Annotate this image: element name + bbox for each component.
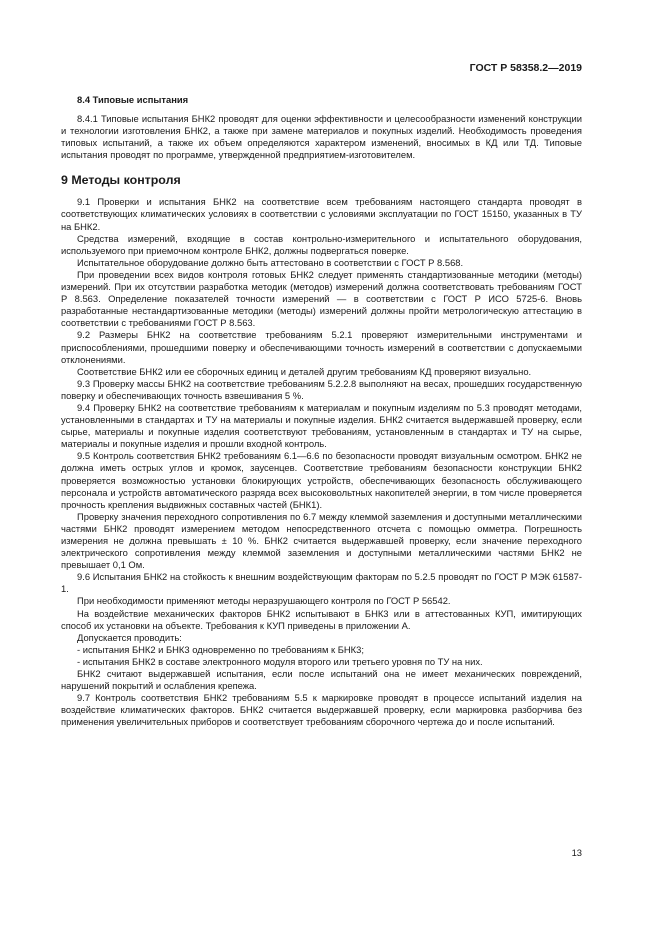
paragraph: При необходимости применяют методы неразрушающего контроля по ГОСТ Р 56542. (77, 595, 451, 607)
section-heading-9: 9 Методы контроля (61, 173, 181, 188)
paragraph: 9.4 Проверку БНК2 на соответствие требованиям к материалам и покупным изделиям по 5.3 проводят методами, установленными в стандартах и ТУ на материалы и покупные изделия. БНК2 считается выдержавшей проверку, если сырье, материалы и покупные изделия соответствуют требованиям, установленным в стандартах и ТУ на сырье, материалы и покупные изделия и прошли входной контроль. (61, 401, 582, 450)
paragraph: Допускается проводить: (77, 631, 182, 643)
list-item: - испытания БНК2 и БНК3 одновременно по требованиям к БНК3; (77, 643, 364, 655)
paragraph: Средства измерений, входящие в состав контрольно-измерительного и испытательного оборудования, используемого при приемочном контроле БНК2, должны подвергаться поверке. (61, 232, 582, 256)
paragraph: При проведении всех видов контроля готовых БНК2 следует применять стандартизованные методики (методы) измерений. При их отсутствии разработка методик (методов) измерений должна соответствовать требованиям ГОСТ Р 8.563. Определение показателей точности измерений — в соответствии с ГОСТ Р ИСО 5725-6. Вновь разработанные нестандартизованные методики (методы) измерений должны пройти метрологическую аттестацию в соответствии с требованиями ГОСТ Р 8.563. (61, 268, 582, 329)
paragraph: 9.3 Проверку массы БНК2 на соответствие требованиям 5.2.2.8 выполняют на весах, прошедших государственную поверку и обеспечивающих точность взвешивания 5 %. (61, 377, 582, 401)
paragraph: Соответствие БНК2 или ее сборочных единиц и деталей другим требованиям КД проверяют визуально. (77, 365, 532, 377)
paragraph: БНК2 считают выдержавшей испытания, если после испытаний она не имеет механических повреждений, нарушений покрытий и ослабления крепежа. (61, 668, 582, 692)
paragraph: 9.6 Испытания БНК2 на стойкость к внешним воздействующим факторам по 5.2.5 проводят по ГОСТ Р МЭК 61587-1. (61, 571, 582, 595)
page-content (61, 94, 582, 729)
paragraph: 9.2 Размеры БНК2 на соответствие требованиям 5.2.1 проверяют измерительными инструментами и приспособлениями, прошедшими поверку и обеспечивающими точность измерений в соответствии с допускаемыми отклонениями. (61, 329, 582, 365)
paragraph-8-4-1: 8.4.1 Типовые испытания БНК2 проводят для оценки эффективности и целесообразности изменений конструкции и технологии изготовления БНК2, а также при замене материалов и покупных изделий. Необходимость проведения типовых испытаний, а также их объем определяются характером изменений, вносимых в КД или ТД. Типовые испытания проводят по программе, утвержденной предприятием-изготовителем. (61, 113, 582, 161)
paragraph: Испытательное оборудование должно быть аттестовано в соответствии с ГОСТ Р 8.568. (77, 256, 464, 268)
paragraph: На воздействие механических факторов БНК2 испытывают в БНК3 или в аттестованных КУП, имитирующих способ их установки на объекте. Требования к КУП приведены в приложении А. (61, 607, 582, 631)
list-item: - испытания БНК2 в составе электронного модуля второго или третьего уровня по ТУ на них. (77, 655, 483, 667)
paragraph: 9.1 Проверки и испытания БНК2 на соответствие всем требованиям настоящего стандарта проводят в соответствующих климатических условиях в соответствии с условиями эксплуатации по ГОСТ 15150, указанных в ТУ на БНК2. (61, 196, 582, 232)
page-number: 13 (571, 847, 582, 858)
subsection-heading-8-4: 8.4 Типовые испытания (77, 94, 189, 105)
paragraph: Проверку значения переходного сопротивления по 6.7 между клеммой заземления и доступными металлическими частями БНК2 проводят измерением методом непосредственного отсчета с помощью омметра. Погрешность измерения не должна превышать ± 10 %. БНК2 считается выдержавшей проверку, если значение переходного электрического сопротивления между клеммой заземления и доступными металлическими частями БНК2 не превышает 0,1 Ом. (61, 510, 582, 571)
document-code: ГОСТ Р 58358.2—2019 (469, 62, 582, 74)
paragraph: 9.7 Контроль соответствия БНК2 требованиям 5.5 к маркировке проводят в процессе испытаний изделия на воздействие климатических факторов. БНК2 считается выдержавшей проверку, если маркировка разборчива без применения увеличительных приборов и соответствует требованиям сборочного чертежа до и после испытаний. (61, 692, 582, 728)
paragraph: 9.5 Контроль соответствия БНК2 требованиям 6.1—6.6 по безопасности проводят визуальным осмотром. БНК2 не должна иметь острых углов и кромок, заусенцев. Соответствие требованиям безопасности конструкции БНК2 проверяется возможностью установки блокирующих устройств, обеспечивающих безопасность обслуживающего персонала и устройств автоматического разряда всех высоковольтных накопителей энергии, в том числе проверяется прочность крепления выдвижных составных частей (БНК1). (61, 450, 582, 510)
